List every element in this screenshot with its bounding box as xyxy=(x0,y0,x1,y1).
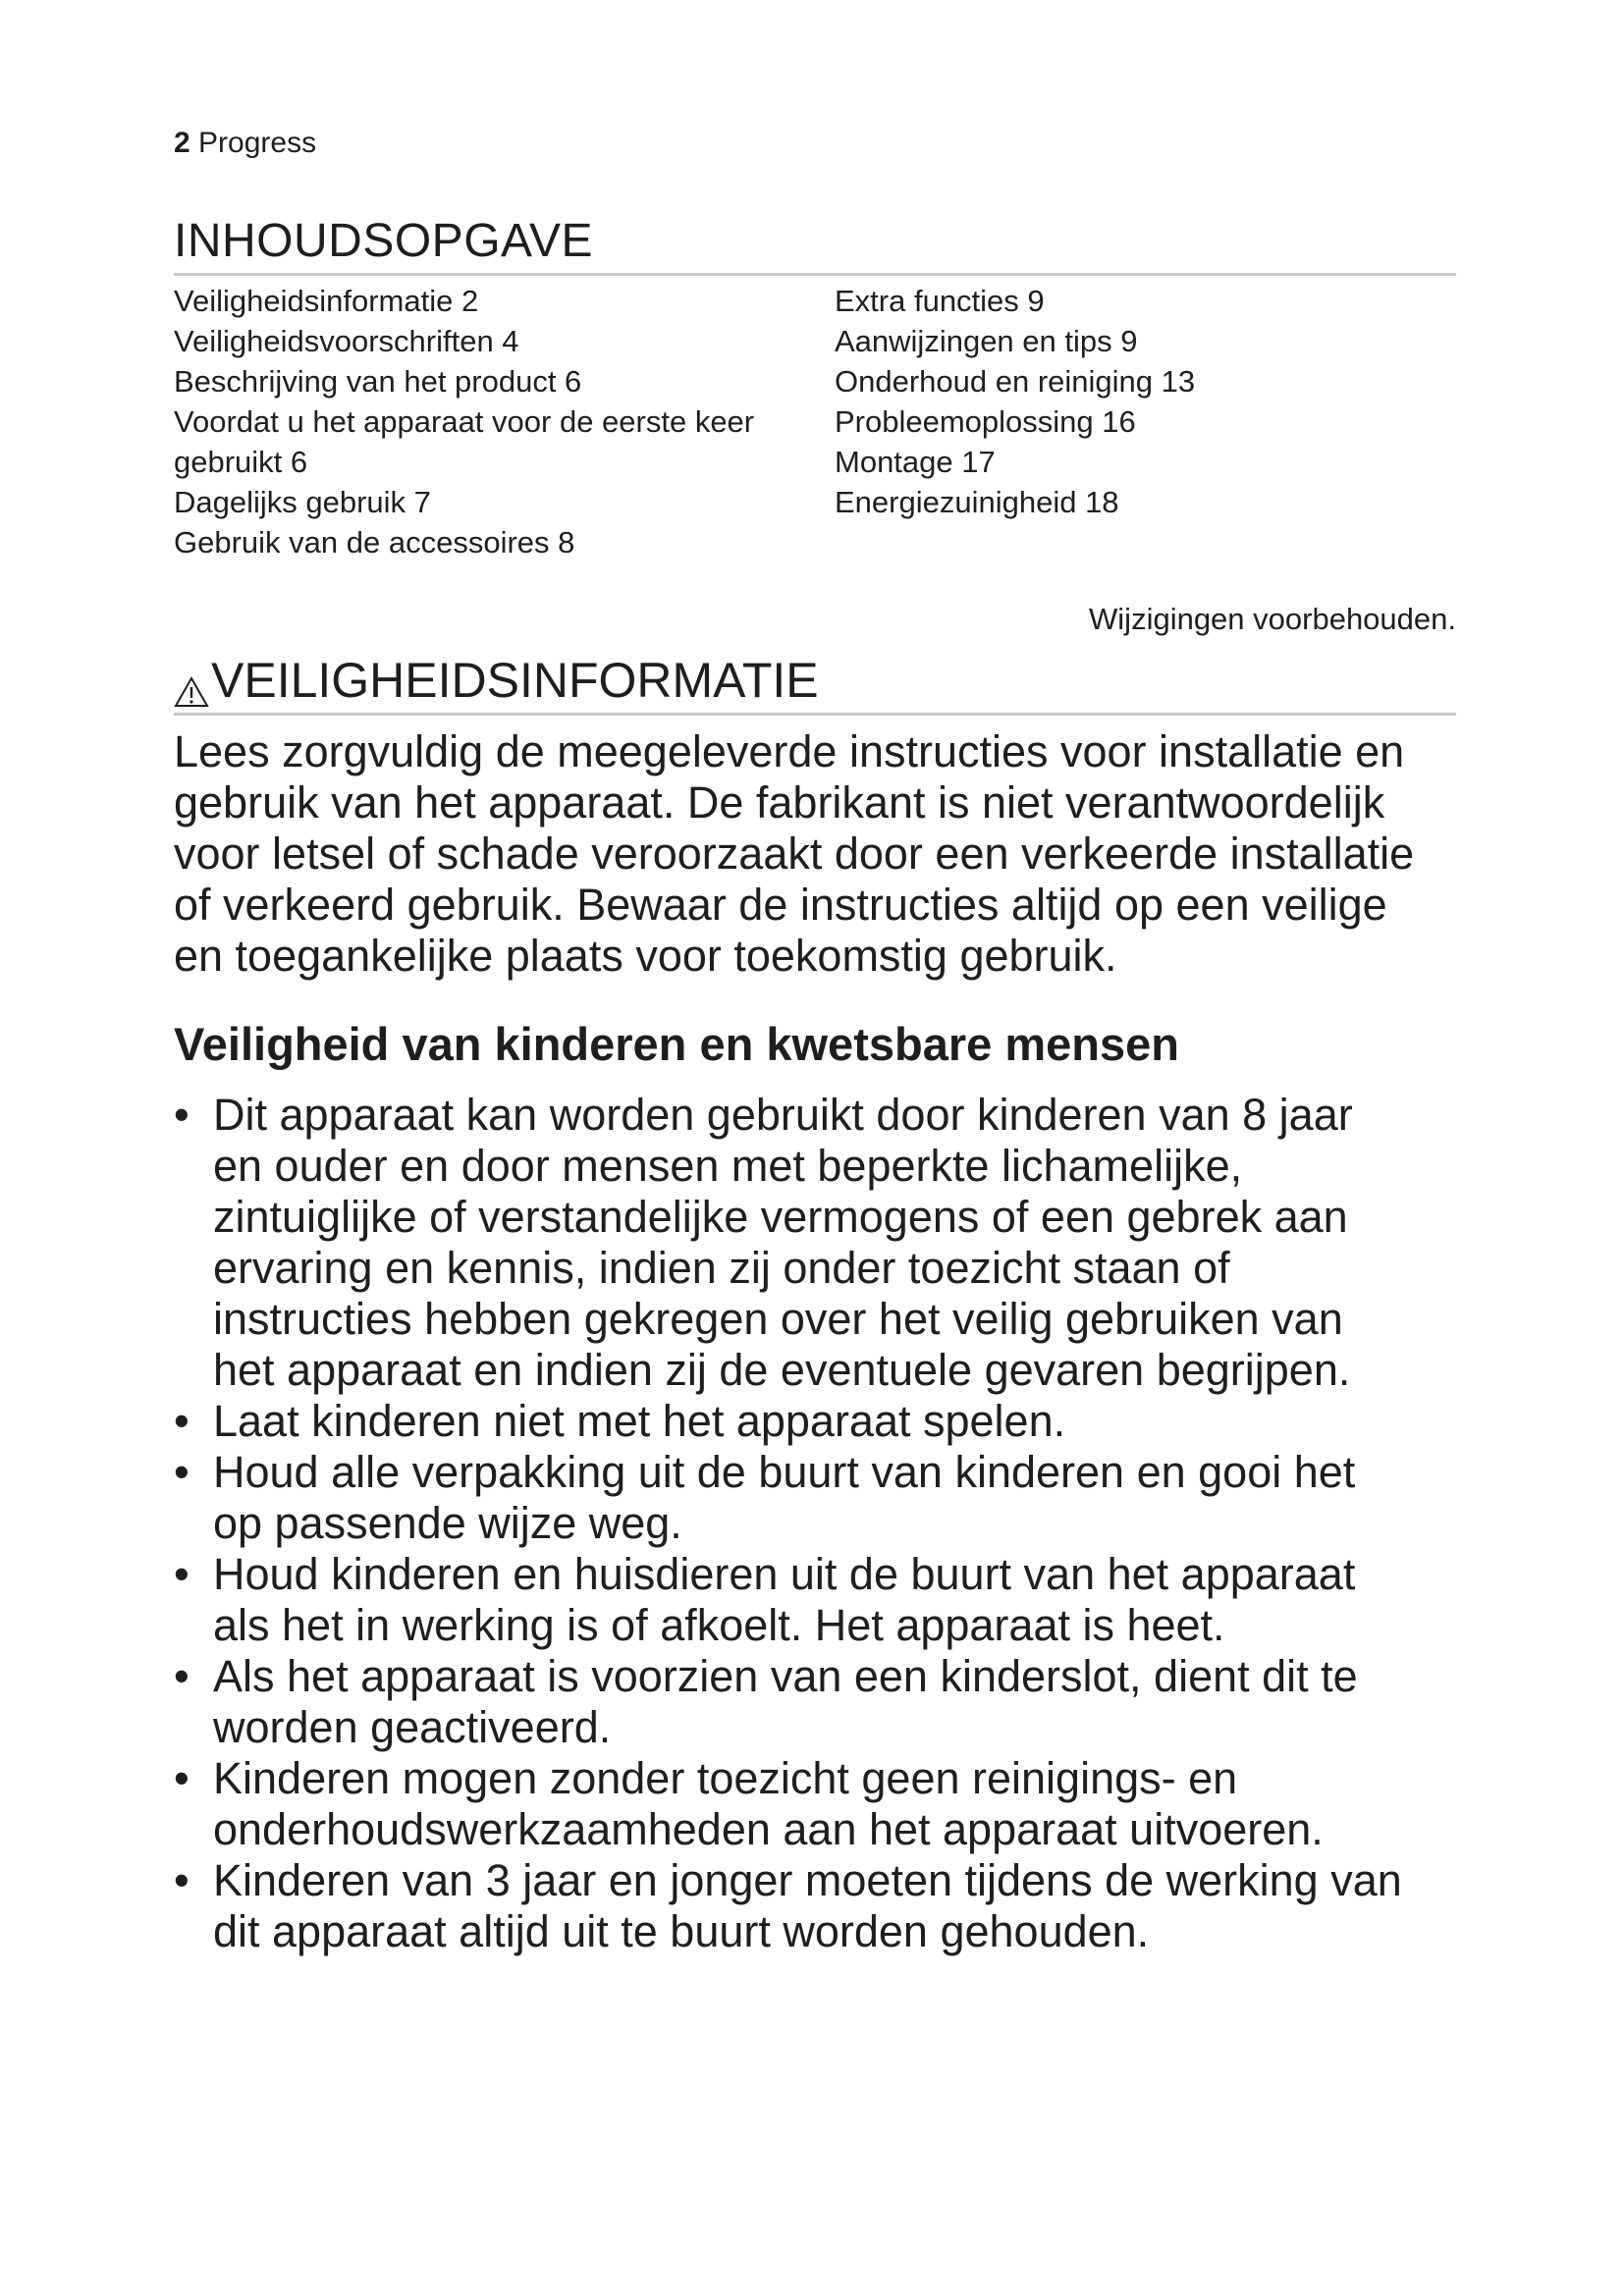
bullet-line: onderhoudswerkzaamheden aan het apparaat uitvoeren. xyxy=(213,1804,1324,1854)
bullet-line: ervaring en kennis, indien zij onder toezicht staan of xyxy=(213,1243,1230,1293)
bullet-line: Dit apparaat kan worden gebruikt door kinderen van 8 jaar xyxy=(213,1090,1353,1140)
bullet-line: dit apparaat altijd uit te buurt worden gehouden. xyxy=(213,1906,1150,1956)
section-title-text: VEILIGHEIDSINFORMATIE xyxy=(211,653,819,708)
toc-entry[interactable]: Extra functies 9 xyxy=(835,284,1045,318)
bullet-line: het apparaat en indien zij de eventuele gevaren begrijpen. xyxy=(213,1345,1351,1395)
list-item xyxy=(174,1651,1470,1753)
intro-line: en toegankelijke plaats voor toekomstig gebruik. xyxy=(174,931,1117,981)
safety-bullet-list xyxy=(174,1090,1470,1957)
list-item xyxy=(174,1090,1470,1396)
warning-triangle-icon xyxy=(174,664,209,697)
bullet-marker: • xyxy=(174,1753,189,1803)
toc-entry[interactable]: Veiligheidsinformatie 2 xyxy=(174,284,479,318)
bullet-line: Houd kinderen en huisdieren uit de buurt van het apparaat xyxy=(213,1549,1356,1599)
list-item xyxy=(174,1396,1470,1447)
bullet-line: instructies hebben gekregen over het veilig gebruiken van xyxy=(213,1294,1343,1344)
toc-entry[interactable]: Energiezuinigheid 18 xyxy=(835,485,1119,519)
subheading-children-safety: Veiligheid van kinderen en kwetsbare mensen xyxy=(174,1018,1179,1070)
bullet-line: Kinderen mogen zonder toezicht geen reinigings- en xyxy=(213,1753,1238,1803)
toc-entry[interactable]: Onderhoud en reiniging 13 xyxy=(835,364,1196,399)
changes-note: Wijzigingen voorbehouden. xyxy=(1089,602,1456,636)
intro-paragraph xyxy=(174,726,1470,982)
toc-entry[interactable]: Dagelijks gebruik 7 xyxy=(174,485,431,519)
running-header xyxy=(174,126,316,161)
toc-entry[interactable]: Veiligheidsvoorschriften 4 xyxy=(174,324,519,358)
toc-divider xyxy=(174,273,1456,276)
intro-line: Lees zorgvuldig de meegeleverde instructies voor installatie en xyxy=(174,726,1405,776)
toc-entry[interactable]: Montage 17 xyxy=(835,445,996,479)
bullet-marker: • xyxy=(174,1855,189,1905)
list-item xyxy=(174,1549,1470,1651)
bullet-line: Houd alle verpakking uit de buurt van kinderen en gooi het xyxy=(213,1447,1356,1497)
toc-entry[interactable]: gebruikt 6 xyxy=(174,445,308,479)
bullet-line: worden geactiveerd. xyxy=(213,1702,612,1752)
intro-line: gebruik van het apparaat. De fabrikant is niet verantwoordelijk xyxy=(174,777,1385,828)
brand-name: Progress xyxy=(198,127,317,159)
bullet-marker: • xyxy=(174,1090,189,1140)
toc-title: INHOUDSOPGAVE xyxy=(174,215,594,267)
bullet-marker: • xyxy=(174,1549,189,1599)
bullet-line: Als het apparaat is voorzien van een kinderslot, dient dit te xyxy=(213,1651,1358,1701)
bullet-line: op passende wijze weg. xyxy=(213,1498,682,1548)
intro-line: of verkeerd gebruik. Bewaar de instructies altijd op een veilige xyxy=(174,880,1387,930)
bullet-line: zintuiglijke of verstandelijke vermogens of een gebrek aan xyxy=(213,1192,1348,1242)
list-item xyxy=(174,1753,1470,1855)
toc-entry[interactable]: Probleemoplossing 16 xyxy=(835,404,1136,439)
bullet-marker: • xyxy=(174,1396,189,1446)
toc-entry[interactable]: Gebruik van de accessoires 8 xyxy=(174,525,575,560)
bullet-line: Laat kinderen niet met het apparaat spelen. xyxy=(213,1396,1066,1446)
list-item xyxy=(174,1447,1470,1549)
toc-entry[interactable]: Voordat u het apparaat voor de eerste keer xyxy=(174,404,755,439)
section-divider xyxy=(174,713,1456,716)
toc-entry[interactable]: Aanwijzingen en tips 9 xyxy=(835,324,1138,358)
list-item xyxy=(174,1855,1470,1957)
bullet-marker: • xyxy=(174,1651,189,1701)
bullet-line: en ouder en door mensen met beperkte lichamelijke, xyxy=(213,1141,1243,1191)
section-title xyxy=(174,652,819,709)
toc-entry[interactable]: Beschrijving van het product 6 xyxy=(174,364,582,399)
toc-right-column xyxy=(835,281,1463,522)
bullet-line: als het in werking is of afkoelt. Het apparaat is heet. xyxy=(213,1600,1225,1650)
intro-line: voor letsel of schade veroorzaakt door een verkeerde installatie xyxy=(174,828,1415,879)
bullet-line: Kinderen van 3 jaar en jonger moeten tijdens de werking van xyxy=(213,1855,1402,1905)
page-number: 2 xyxy=(174,127,190,159)
bullet-marker: • xyxy=(174,1447,189,1497)
toc-left-column xyxy=(174,281,802,562)
